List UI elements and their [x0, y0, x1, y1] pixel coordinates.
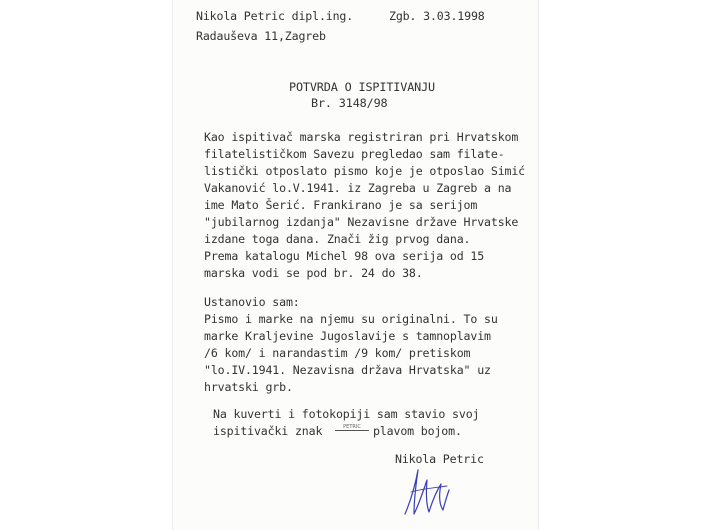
paragraph1-line: marska vodi se pod br. 24 do 38.	[204, 266, 423, 280]
paragraph2-line: "lo.IV.1941. Nezavisna država Hrvatska" uz	[204, 363, 491, 377]
paragraph1-line: ime Mato Šerić. Frankirano je sa serijom	[204, 198, 478, 212]
letter-page	[172, 0, 539, 530]
paragraph2-line: Pismo i marke na njemu su originalni. To su	[204, 312, 498, 326]
paragraph1-line: filatelističkom Savezu pregledao sam filate-	[204, 147, 505, 161]
letter-date: Zgb. 3.03.1998	[389, 9, 485, 23]
paragraph1-line: "jubilarnog izdanja" Nezavisne države Hrvatske	[204, 215, 519, 229]
paragraph3-line: Na kuverti i fotokopiji sam stavio svoj	[213, 407, 480, 421]
author-address: Radauševa 11,Zagreb	[196, 29, 326, 43]
signature-name: Nikola Petric	[395, 452, 484, 466]
paragraph1-line: listički otposlato pismo koje je otposlao Simić	[204, 164, 526, 178]
examiner-stamp: PETRIC	[335, 424, 369, 431]
handwritten-signature	[401, 462, 451, 518]
paragraph3-line-start: ispitivački znak	[213, 424, 323, 438]
paragraph1-line: izdane toga dana. Znači žig prvog dana.	[204, 232, 471, 246]
paragraph3-line-end: plavom bojom.	[373, 424, 462, 438]
document-title: POTVRDA O ISPITIVANJU	[289, 80, 435, 94]
document-number: Br. 3148/98	[311, 96, 388, 110]
paragraph1-line: Prema katalogu Michel 98 ova serija od 15	[204, 249, 485, 263]
paragraph2-line: Ustanovio sam:	[204, 295, 300, 309]
paragraph1-line: Vakanović lo.V.1941. iz Zagreba u Zagreb a na	[204, 181, 512, 195]
paragraph2-line: marke Kraljevine Jugoslavije s tamnoplavim	[204, 329, 491, 343]
paragraph2-line: /6 kom/ i narandastim /9 kom/ pretiskom	[204, 346, 471, 360]
paragraph2-line: hrvatski grb.	[204, 380, 293, 394]
paragraph1-line: Kao ispitivač marska registriran pri Hrvatskom	[204, 130, 519, 144]
author-name: Nikola Petric dipl.ing.	[196, 9, 354, 23]
